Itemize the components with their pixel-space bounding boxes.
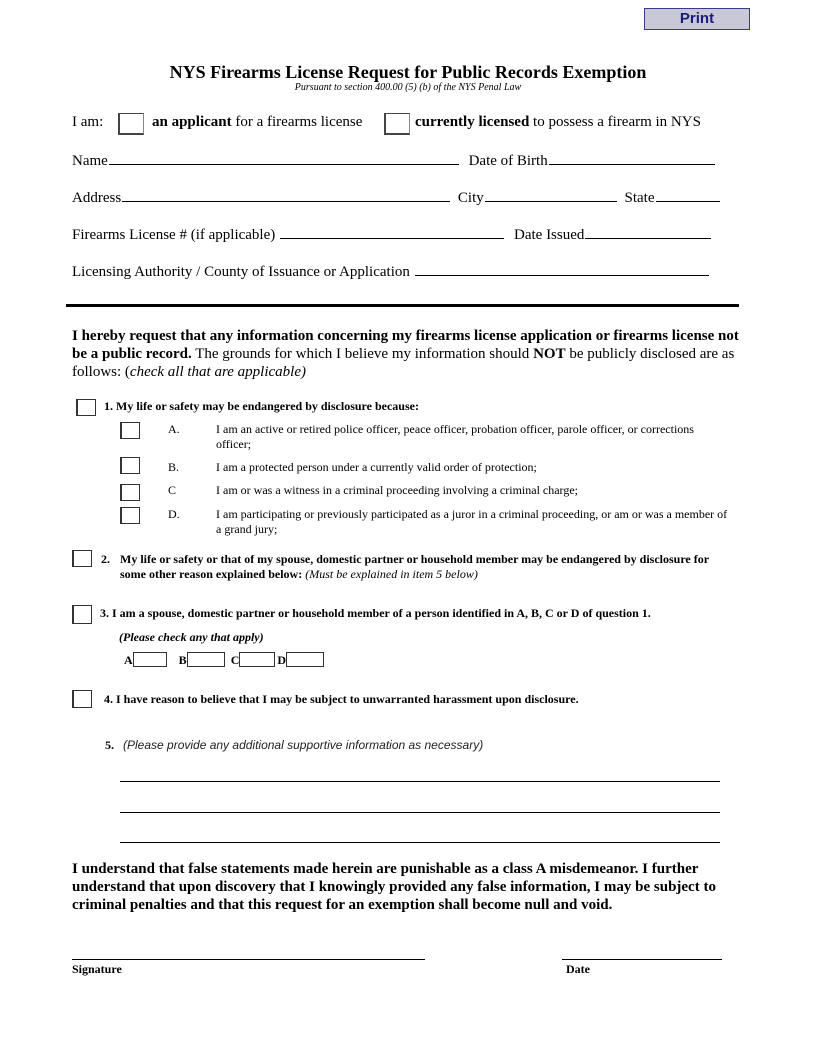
- license-row: [72, 224, 711, 244]
- item1-checkbox[interactable]: [76, 399, 96, 416]
- item2-note: (Must be explained in item 5 below): [305, 567, 478, 581]
- item3-checkbox[interactable]: [72, 605, 92, 624]
- item1d-letter: D.: [168, 507, 180, 521]
- name-field[interactable]: [109, 150, 459, 165]
- i-am-label: I am:: [72, 114, 104, 130]
- item1a-text: I am an active or retired police officer, peace officer, probation officer, parole officer, or corrections officer;: [216, 422, 694, 451]
- state-label: State: [624, 190, 655, 206]
- applicant-rest: for a firearms license: [231, 114, 363, 130]
- request-text2: be publicly disclosed are as follows: (: [72, 346, 735, 380]
- item3-option-b-checkbox[interactable]: [187, 652, 225, 667]
- authority-label: Licensing Authority / County of Issuance or Application: [72, 264, 410, 280]
- item1b-text: I am a protected person under a currently valid order of protection;: [216, 460, 537, 474]
- item5-label: (Please provide any additional supportive information as necessary): [123, 738, 484, 752]
- item1-label: 1. My life or safety may be endangered by disclosure because:: [104, 399, 419, 413]
- item1a-letter: A.: [168, 422, 180, 436]
- licensed-checkbox[interactable]: [384, 113, 410, 135]
- item1a-checkbox[interactable]: [120, 422, 140, 439]
- item5-line-1[interactable]: [120, 781, 720, 782]
- item4-label: 4. I have reason to believe that I may be subject to unwarranted harassment upon disclosure.: [104, 692, 579, 706]
- city-field[interactable]: [485, 187, 617, 202]
- applicant-bold: an applicant: [152, 114, 232, 130]
- license-label: Firearms License # (if applicable): [72, 227, 276, 243]
- item5-number: 5.: [105, 738, 114, 752]
- license-field[interactable]: [280, 224, 504, 239]
- item3-option-b-label: B: [178, 653, 187, 667]
- item5-line-3[interactable]: [120, 842, 720, 843]
- licensed-rest: to possess a firearm in NYS: [529, 114, 701, 130]
- item2-label: [120, 552, 720, 582]
- name-row: [72, 150, 715, 170]
- address-field[interactable]: [122, 187, 450, 202]
- item4-checkbox[interactable]: [72, 690, 92, 708]
- item3-option-c-checkbox[interactable]: [239, 652, 275, 667]
- item2-checkbox[interactable]: [72, 550, 92, 567]
- date-line[interactable]: [562, 959, 722, 960]
- item3-option-d-label: D: [277, 653, 287, 667]
- item3-options: [124, 652, 324, 668]
- date-issued-label: Date Issued: [514, 227, 585, 243]
- dob-field[interactable]: [549, 150, 715, 165]
- authority-field[interactable]: [415, 261, 709, 276]
- name-label: Name: [72, 153, 108, 169]
- item1d-checkbox[interactable]: [120, 507, 140, 524]
- city-label: City: [457, 190, 484, 206]
- signature-label: Signature: [72, 962, 122, 976]
- item3-option-a-checkbox[interactable]: [133, 652, 167, 667]
- dob-label: Date of Birth: [468, 153, 548, 169]
- applicant-checkbox[interactable]: [118, 113, 144, 135]
- item1c-text: I am or was a witness in a criminal proceeding involving a criminal charge;: [216, 483, 578, 497]
- authority-row: [72, 261, 709, 281]
- item3-option-d-checkbox[interactable]: [286, 652, 324, 667]
- section-divider: [66, 304, 739, 307]
- item1b-letter: B.: [168, 460, 180, 474]
- form-title: NYS Firearms License Request for Public Records Exemption: [169, 62, 647, 82]
- item3-label: 3. I am a spouse, domestic partner or household member of a person identified in A, B, C or D of question 1.: [100, 606, 651, 620]
- applicant-label: [152, 114, 362, 131]
- item1c-letter: C: [168, 483, 177, 497]
- request-italic: check all that are applicable): [129, 364, 306, 380]
- state-field[interactable]: [656, 187, 720, 202]
- date-issued-field[interactable]: [585, 224, 711, 239]
- request-text1: The grounds for which I believe my information should: [191, 346, 534, 362]
- signature-line[interactable]: [72, 959, 425, 960]
- form-subtitle: Pursuant to section 400.00 (5) (b) of the NYS Penal Law: [294, 82, 522, 93]
- item3-note: (Please check any that apply): [119, 630, 264, 644]
- address-row: [72, 187, 720, 207]
- print-button[interactable]: Print: [644, 8, 750, 30]
- item3-option-c-label: C: [230, 653, 240, 667]
- item5-line-2[interactable]: [120, 812, 720, 813]
- item1d-text: I am participating or previously participated as a juror in a criminal proceeding, or am or was a member of a grand jury;: [216, 507, 728, 536]
- item2-text: My life or safety or that of my spouse, domestic partner or household member may be endangered by disclosure for some other reason explained below:: [120, 552, 709, 581]
- licensed-label: [415, 114, 701, 131]
- request-bold: I hereby request that any information concerning my firearms license application or firearms license not be a public record.: [72, 328, 739, 362]
- address-label: Address: [72, 190, 122, 206]
- date-label: Date: [566, 962, 590, 976]
- item2-number: 2.: [101, 552, 110, 566]
- request-paragraph: [72, 327, 742, 381]
- licensed-bold: currently licensed: [415, 114, 530, 130]
- item3-option-a-label: A: [124, 653, 133, 667]
- item1b-checkbox[interactable]: [120, 457, 140, 474]
- item1c-checkbox[interactable]: [120, 484, 140, 501]
- attestation-paragraph: I understand that false statements made herein are punishable as a class A misdemeanor. I further understand that upon discovery that I knowingly provided any false information, I may be subject to criminal penalties and that this request for an exemption shall become null and void.: [72, 861, 716, 913]
- request-not: NOT: [533, 346, 566, 362]
